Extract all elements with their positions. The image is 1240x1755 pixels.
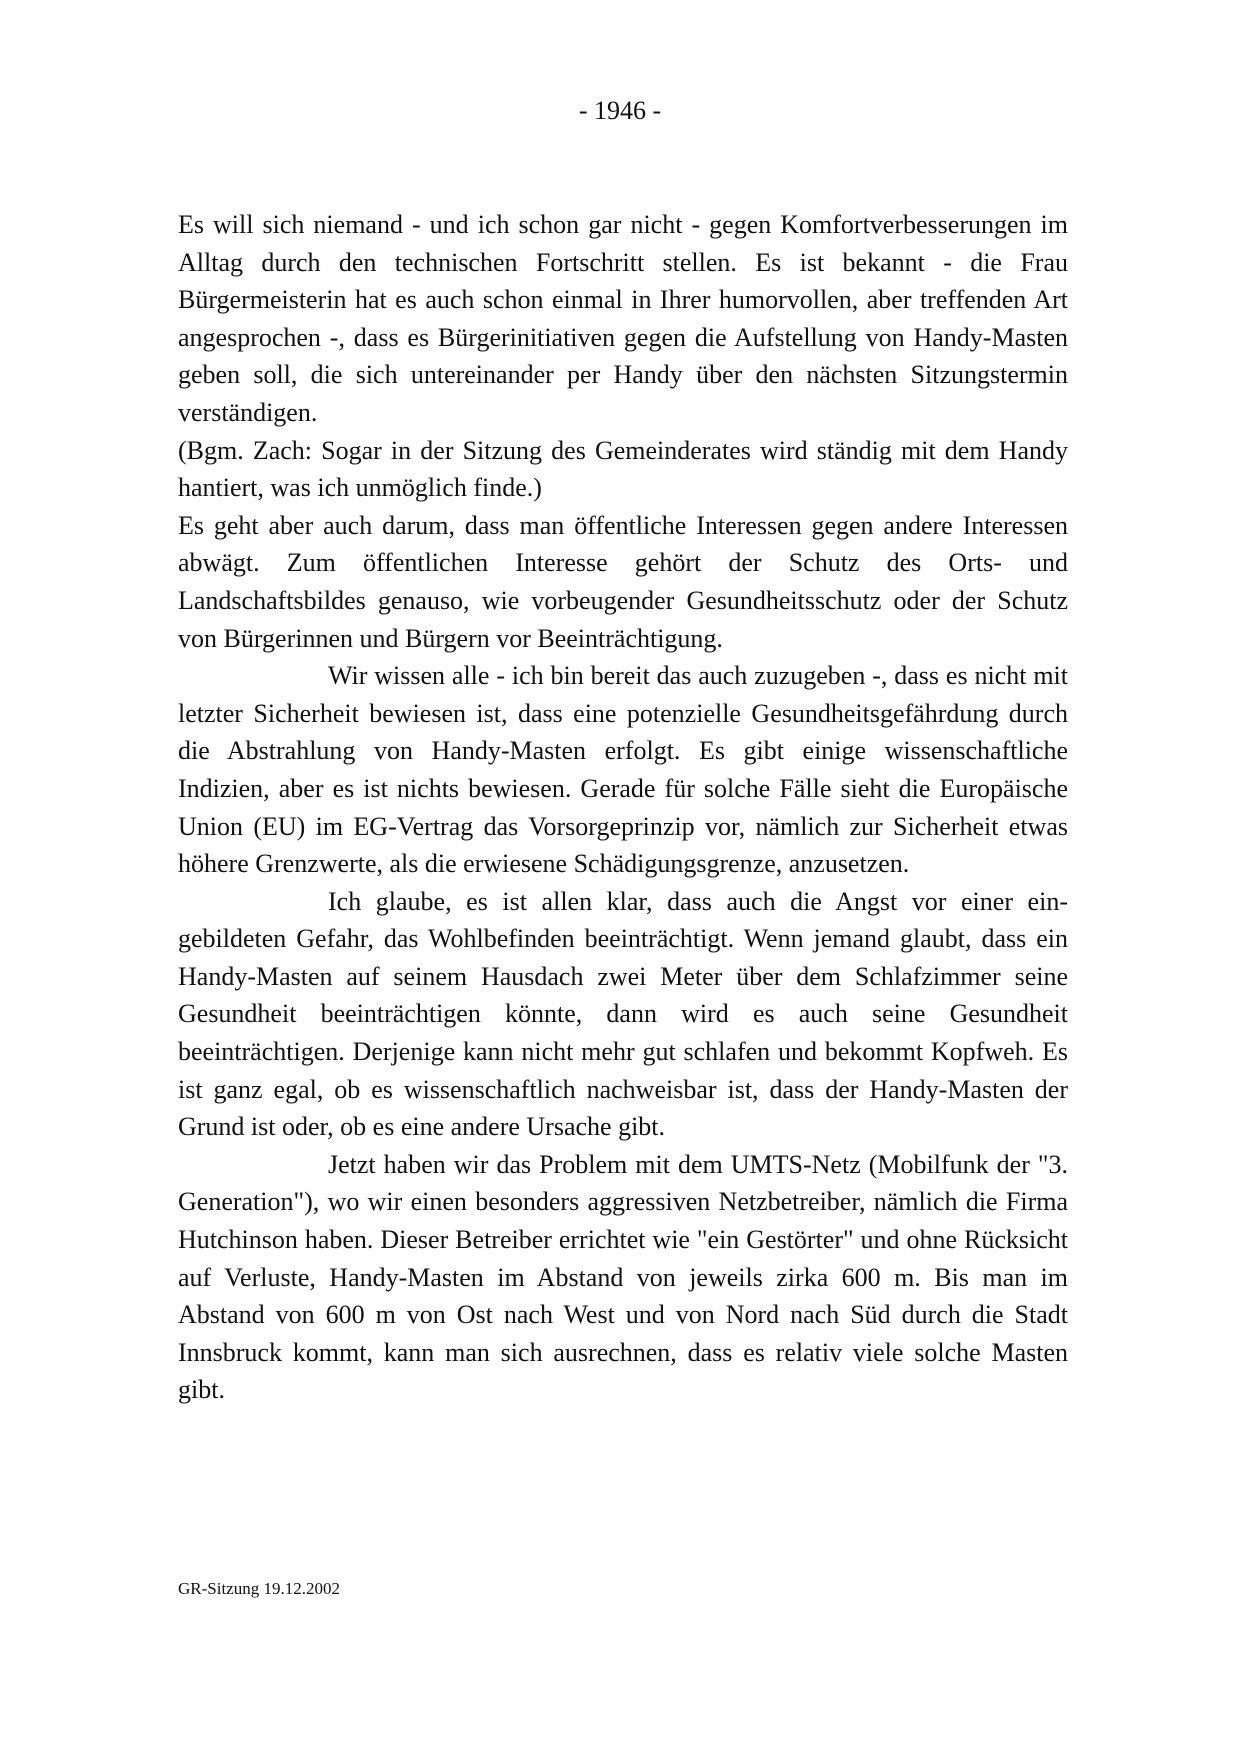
paragraph-komfort: Es will sich niemand - und ich schon gar nicht - gegen Komfortverbesserungen im Alltag durch den technischen Fortschritt stellen. Es ist bekannt - die Frau Bürgermeisterin hat es auch schon einmal in Ihrer humorvollen, aber treffenden Art angesprochen -, dass es Bürgerinitiativen gegen die Aufstellung von Handy-Masten geben soll, die sich untereinander per Handy über den nächsten Sitzungstermin verständigen.	[178, 210, 1068, 427]
paragraph-vorsorgeprinzip: Wir wissen alle - ich bin bereit das auch zuzugeben -, dass es nicht mit letzter Sicherheit bewiesen ist, dass eine potenzielle Gesundheitsgefährdung durch die Abstrahlung von Handy-Masten erfolgt. Es gibt einige wissenschaftliche Indizien, aber es ist nichts bewiesen. Gerade für solche Fälle sieht die Europäische Union (EU) im EG-Vertrag das Vorsorgeprinzip vor, nämlich zur Sicherheit etwas höhere Grenzwerte, als die erwiesene Schädigungsgrenze, anzusetzen.	[178, 661, 1068, 879]
paragraph-interessen: Es geht aber auch darum, dass man öffentliche Interessen gegen andere Interessen abwägt. Zum öffentlichen Interesse gehört der Schutz des Orts- und Landschaftsbildes genauso, wie vorbeugender Gesundheitsschutz oder der Schutz von Bürgerinnen und Bürgern vor Beeinträchtigung.	[178, 510, 1068, 653]
footer-session-date: GR-Sitzung 19.12.2002	[178, 1579, 340, 1598]
document-body	[178, 206, 1068, 1409]
paragraph-umts: Jetzt haben wir das Problem mit dem UMTS-Netz (Mobilfunk der "3. Generation"), wo wir einen besonders aggressiven Netzbetreiber, nämlich die Firma Hutchinson haben. Dieser Betreiber errichtet wie "ein Gestörter" und ohne Rücksicht auf Verluste, Handy-Masten im Abstand von jeweils zirka 600 m. Bis man im Abstand von 600 m von Ost nach West und von Nord nach Süd durch die Stadt Innsbruck kommt, kann man sich ausrechnen, dass es relativ viele solche Masten gibt.	[178, 1149, 1068, 1405]
page-number: - 1946 -	[578, 96, 662, 125]
paragraph-angst: Ich glaube, es ist allen klar, dass auch die Angst vor einer eingebildeten Gefahr, das Wohlbefinden beeinträchtigt. Wenn jemand glaubt, dass ein Handy-Masten auf seinem Hausdach zwei Meter über dem Schlafzimmer seine Gesundheit beeinträchtigen könnte, dann wird es auch seine Gesundheit beeinträchtigen. Derjenige kann nicht mehr gut schlafen und bekommt Kopfweh. Es ist ganz egal, ob es wissenschaftlich nachweisbar ist, dass der Handy-Masten der Grund ist oder, ob es eine andere Ursache gibt.	[178, 886, 1068, 1142]
paragraph-interjection-bgm-zach: (Bgm. Zach: Sogar in der Sitzung des Gemeinderates wird ständig mit dem Handy hantiert, was ich unmöglich finde.)	[178, 435, 1068, 503]
